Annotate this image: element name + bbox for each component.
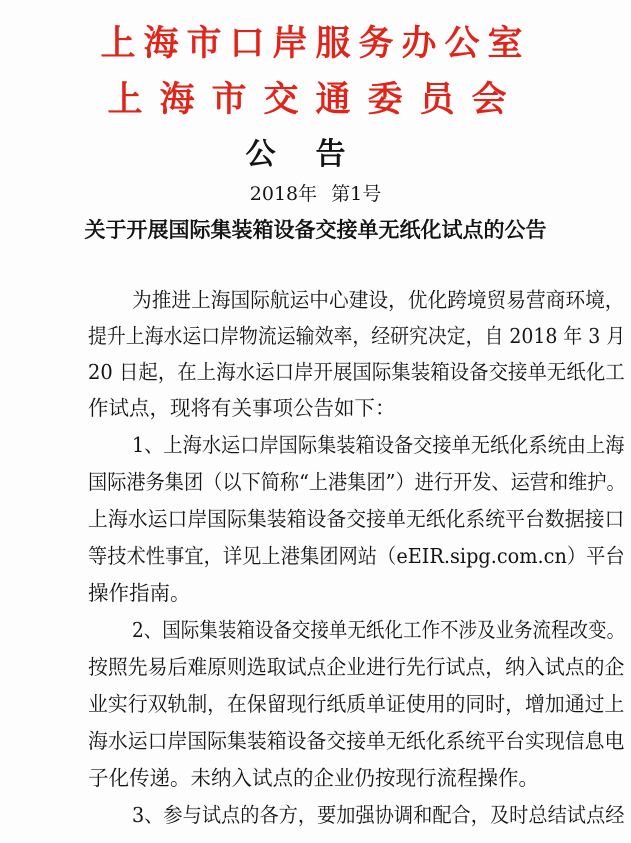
body-line: 按照先易后难原则选取试点企业进行先行试点，纳入试点的企 <box>88 655 625 679</box>
body-line: 1、上海水运口岸国际集装箱设备交接单无纸化系统由上海 <box>132 433 625 457</box>
notice-number <box>0 182 631 206</box>
body-line: 作试点，现将有关事项公告如下： <box>88 396 396 420</box>
body-line: 业实行双轨制，在保留现行纸质单证使用的同时，增加通过上 <box>88 692 625 716</box>
body-line: 子化传递。未纳入试点的企业仍按现行流程操作。 <box>88 766 539 790</box>
notice-number-no: 第1号 <box>331 183 382 205</box>
body-line: 20 日起，在上海水运口岸开展国际集装箱设备交接单无纸化工 <box>88 360 625 384</box>
notice-subject: 关于开展国际集装箱设备交接单无纸化试点的公告 <box>84 217 547 242</box>
body-line: 国际港务集团（以下简称“上港集团”）进行开发、运营和维护。 <box>88 470 626 494</box>
issuer-name-port-office: 上海市口岸服务办公室 <box>100 23 531 64</box>
body-line: 海水运口岸国际集装箱设备交接单无纸化系统平台实现信息电 <box>88 729 625 753</box>
issuer-name-transport-commission: 上海市交通委员会 <box>107 79 524 120</box>
notice-number-year: 2018年 <box>249 183 318 205</box>
body-line: 2、国际集装箱设备交接单无纸化工作不涉及业务流程改变。 <box>132 618 626 642</box>
body-line: 等技术性事宜，详见上港集团网站（eEIR.sipg.com.cn）平台 <box>88 544 625 568</box>
body-line: 操作指南。 <box>88 581 191 605</box>
notice-title: 公告 <box>245 137 386 172</box>
body-line: 3、参与试点的各方，要加强协调和配合，及时总结试点经 <box>132 803 625 827</box>
body-line: 提升上海水运口岸物流运输效率，经研究决定，自 2018 年 3 月 <box>88 324 626 348</box>
body-line: 上海水运口岸国际集装箱设备交接单无纸化系统平台数据接口 <box>88 507 625 531</box>
body-line: 为推进上海国际航运中心建设，优化跨境贸易营商环境， <box>132 288 625 312</box>
